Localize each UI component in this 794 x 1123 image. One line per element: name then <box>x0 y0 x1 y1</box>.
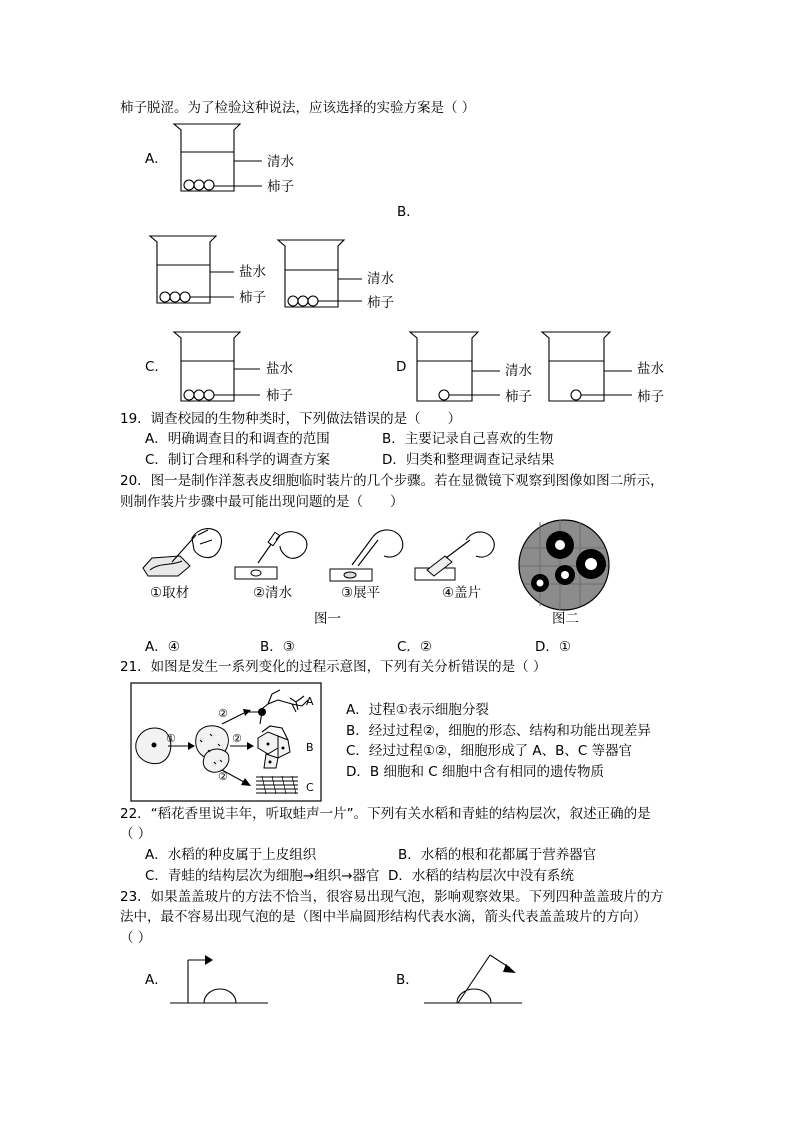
beaker-a-water-label: 清水 <box>267 154 294 170</box>
beaker-b-right-water-label: 清水 <box>367 271 394 287</box>
beaker-d-right-persimmon-label: 柿子 <box>637 389 664 405</box>
beaker-b-left-salt-label: 盐水 <box>239 264 266 280</box>
q20-option-b: B．③ <box>260 639 295 655</box>
process2-label-mid: ② <box>232 732 242 745</box>
cell-a-label: A <box>306 695 314 708</box>
q21-option-c: C．经过过程①②，细胞形成了 A、B、C 等器官 <box>346 743 633 759</box>
q22-option-a: A．水稻的种皮属于上皮组织 <box>145 847 317 863</box>
step3-label: ③展平 <box>341 585 381 601</box>
process1-label: ① <box>166 732 176 745</box>
q20-option-c: C．② <box>397 639 433 655</box>
cell-c-label: C <box>306 781 314 794</box>
q20-stem-line2: 则制作装片步骤中最可能出现问题的是（ ） <box>120 494 404 510</box>
step4-label: ④盖片 <box>442 585 482 601</box>
step2-label: ②清水 <box>253 585 293 601</box>
q22-option-b: B．水稻的根和花都属于营养器官 <box>398 847 597 863</box>
q22-paren: （ ） <box>120 826 152 842</box>
q23-stem-line1: 23．如果盖盖玻片的方法不恰当，很容易出现气泡，影响观察效果。下列四种盖盖玻片的方 <box>120 889 664 905</box>
process2-label-top: ② <box>218 707 228 720</box>
q21-option-d: D．B 细胞和 C 细胞中含有相同的遗传物质 <box>346 764 604 780</box>
beaker-d-left-persimmon-label: 柿子 <box>505 389 532 405</box>
q23-option-b-label: B． <box>396 972 419 988</box>
q18-option-a-label: A． <box>145 151 168 167</box>
q21-option-b: B．经过过程②，细胞的形态、结构和功能出现差异 <box>346 723 651 739</box>
q22-stem: 22．“稻花香里说丰年，听取蛙声一片”。下列有关水稻和青蛙的结构层次，叙述正确的是 <box>120 806 651 822</box>
q19-stem: 19．调查校园的生物种类时，下列做法错误的是（ ） <box>120 411 462 427</box>
beaker-c-salt-label: 盐水 <box>266 361 293 377</box>
q18-intro: 柿子脱涩。为了检验这种说法，应该选择的实验方案是（ ） <box>120 100 476 116</box>
q19-option-a: A．明确调查目的和调查的范围 <box>145 431 330 447</box>
q20-option-a: A．④ <box>145 639 180 655</box>
q20-stem-line1: 20．图一是制作洋葱表皮细胞临时装片的几个步骤。若在显微镜下观察到图像如图二所示， <box>120 473 664 489</box>
process2-label-bottom: ② <box>218 770 228 783</box>
figure2-caption: 图二 <box>552 611 579 627</box>
beaker-d-right-salt-label: 盐水 <box>637 361 664 377</box>
beaker-b-left-persimmon-label: 柿子 <box>239 290 266 306</box>
q18-option-d-label: D <box>396 359 407 375</box>
coverslip-method-a <box>170 955 268 1003</box>
step1-label: ①取材 <box>150 585 190 601</box>
q19-option-c: C．制订合理和科学的调查方案 <box>145 452 330 468</box>
beaker-d-left-water-label: 清水 <box>505 363 532 379</box>
cell-b-label: B <box>306 741 314 754</box>
figure1-caption: 图一 <box>314 611 341 627</box>
beaker-a-persimmon-label: 柿子 <box>267 179 294 195</box>
q22-option-c: C．青蛙的结构层次为细胞→组织→器官 <box>145 868 380 884</box>
q23-option-a-label: A． <box>145 972 168 988</box>
q20-option-d: D．① <box>535 639 571 655</box>
q21-option-a: A．过程①表示细胞分裂 <box>346 702 489 718</box>
beaker-b-right-persimmon-label: 柿子 <box>367 295 394 311</box>
q23-paren: （ ） <box>120 930 152 946</box>
beaker-c-persimmon-label: 柿子 <box>266 388 293 404</box>
q22-option-d: D．水稻的结构层次中没有系统 <box>388 868 574 884</box>
q19-option-b: B．主要记录自己喜欢的生物 <box>382 431 554 447</box>
q21-stem: 21．如图是发生一系列变化的过程示意图，下列有关分析错误的是（ ） <box>120 659 547 675</box>
q23-stem-line2: 法中，最不容易出现气泡的是（图中半扁圆形结构代表水滴，箭头代表盖盖玻片的方向） <box>120 909 647 925</box>
q18-option-b-label: B． <box>397 204 420 220</box>
coverslip-method-b <box>424 955 522 1003</box>
q19-option-d: D．归类和整理调查记录结果 <box>382 452 555 468</box>
q18-option-c-label: C． <box>145 359 168 375</box>
